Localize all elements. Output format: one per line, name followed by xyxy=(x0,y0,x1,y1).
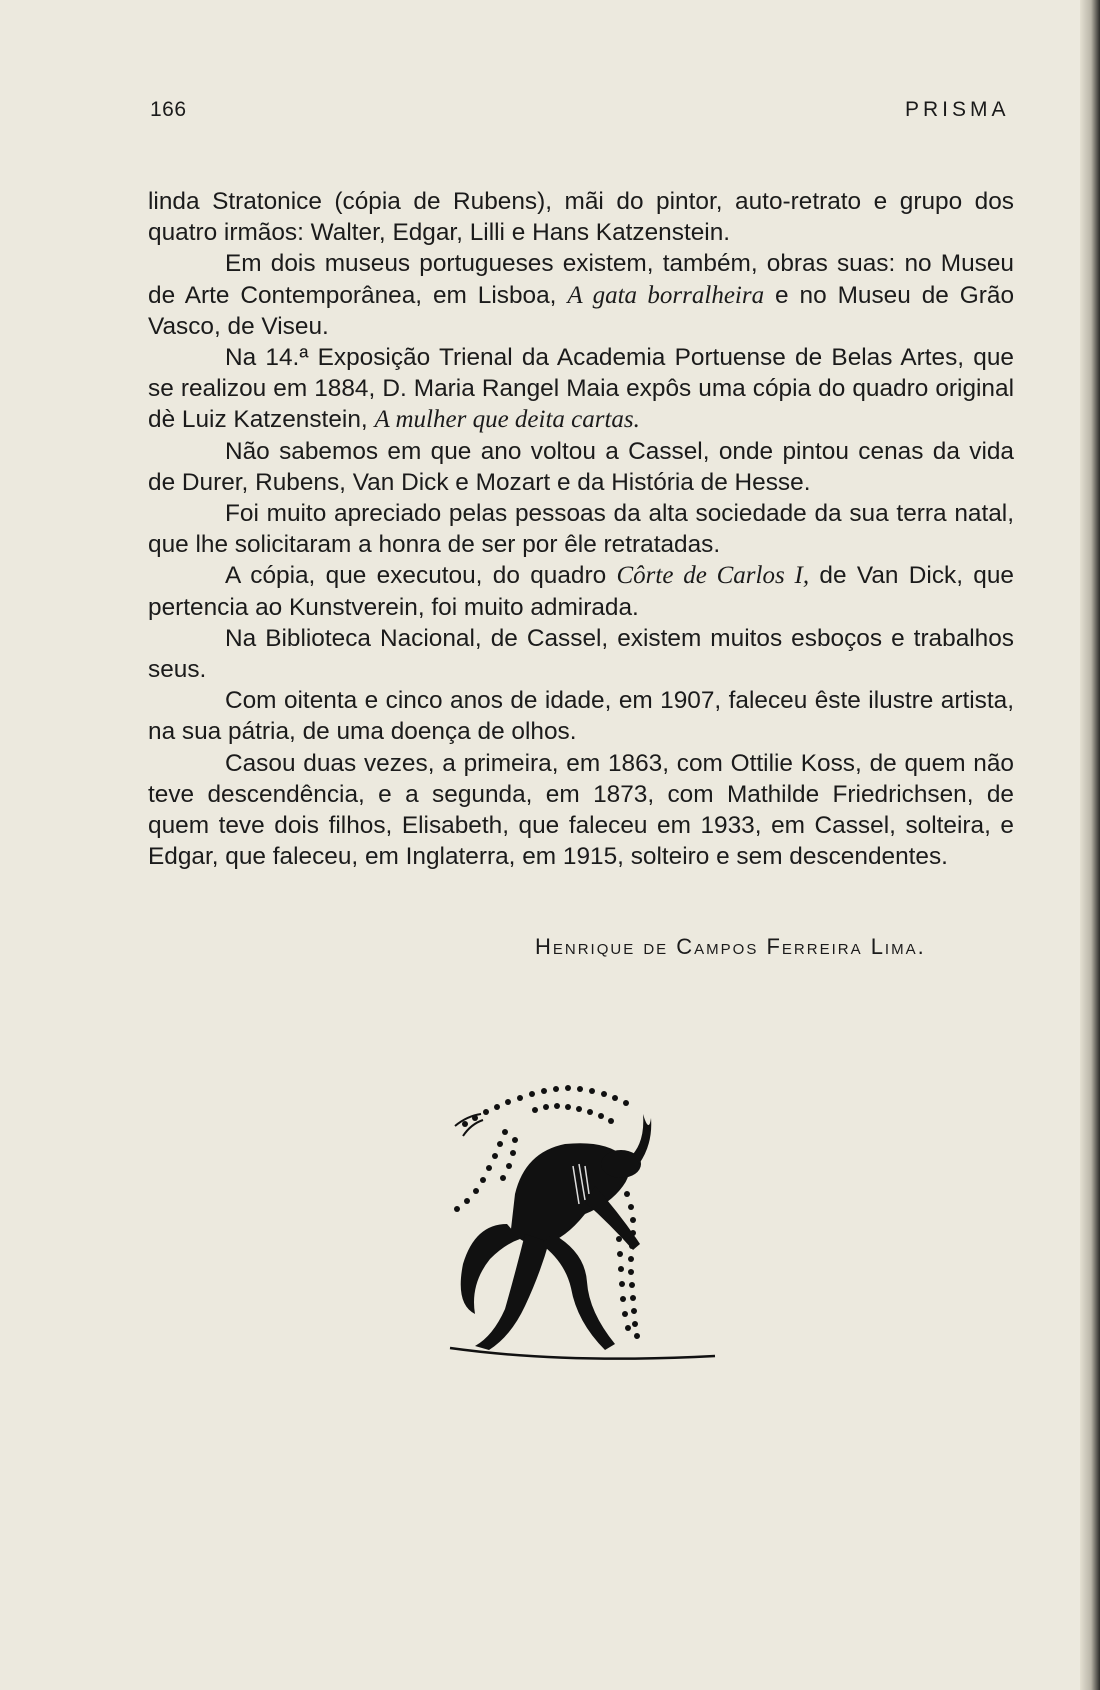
page-edge-shadow xyxy=(1080,0,1100,1690)
text-run: Casou duas vezes, a primeira, em 1863, com Ottilie Koss, de quem não teve descendência, e a segunda, em 1873, com Mathilde Friedrichsen, de quem teve dois filhos, Elisabeth, que faleceu em 1933, em Cassel, solteira, e Edgar, que faleceu, em Inglaterra, em 1915, solteiro e sem descendentes. xyxy=(148,749,1014,871)
paragraph xyxy=(148,685,1014,747)
artwork-title: A gata borralheira xyxy=(567,281,765,309)
text-run: linda Stratonice (cópia de Rubens), mãi do pintor, auto-retrato e grupo dos quatro irmãos: Walter, Edgar, Lilli e Hans Katzenstein. xyxy=(148,188,1014,247)
article-body xyxy=(148,186,1014,872)
running-title: PRISMA xyxy=(905,98,1010,121)
paragraph xyxy=(148,248,1014,342)
paragraph xyxy=(148,186,1014,248)
text-run: Em dois museus portugueses existem, também, obras suas: no Museu de Arte Contemporânea, em Lisboa, xyxy=(148,250,1014,309)
paragraph xyxy=(148,342,1014,436)
paragraph xyxy=(148,748,1014,873)
paragraph xyxy=(148,623,1014,685)
paragraph xyxy=(148,436,1014,498)
paragraph xyxy=(148,498,1014,560)
ground-line xyxy=(450,1348,715,1359)
text-run: A cópia, que executou, do quadro xyxy=(225,562,617,590)
text-run: Foi muito apreciado pelas pessoas da alta sociedade da sua terra natal, que lhe solicitaram a honra de ser por êle retratadas. xyxy=(148,500,1014,559)
text-run: de Van Dick, que pertencia ao Kunstverein, foi muito admirada. xyxy=(148,562,1014,621)
text-run: Na 14.ª Exposição Trienal da Academia Portuense de Belas Artes, que se realizou em 1884, D. Maria Rangel Maia expôs uma cópia do quadro original dè Luiz Katzenstein, xyxy=(148,344,1014,434)
page-number: 166 xyxy=(150,98,187,121)
paragraph xyxy=(148,560,1014,622)
text-run: e no Museu de Grão Vasco, de Viseu. xyxy=(148,281,1015,340)
text-run: Com oitenta e cinco anos de idade, em 1907, faleceu êste ilustre artista, na sua pátria, de uma doença de olhos. xyxy=(148,687,1014,746)
greek-vase-figure-icon xyxy=(445,1074,720,1374)
artwork-title: A mulher que deita cartas. xyxy=(374,406,640,434)
author-signature: Henrique de Campos Ferreira Lima. xyxy=(535,934,926,959)
text-run: Na Biblioteca Nacional, de Cassel, existem muitos esboços e trabalhos seus. xyxy=(148,624,1014,684)
text-run: Não sabemos em que ano voltou a Cassel, onde pintou cenas da vida de Durer, Rubens, Van Dick e Mozart e da História de Hesse. xyxy=(148,437,1014,496)
artwork-title: Côrte de Carlos I, xyxy=(616,562,810,590)
